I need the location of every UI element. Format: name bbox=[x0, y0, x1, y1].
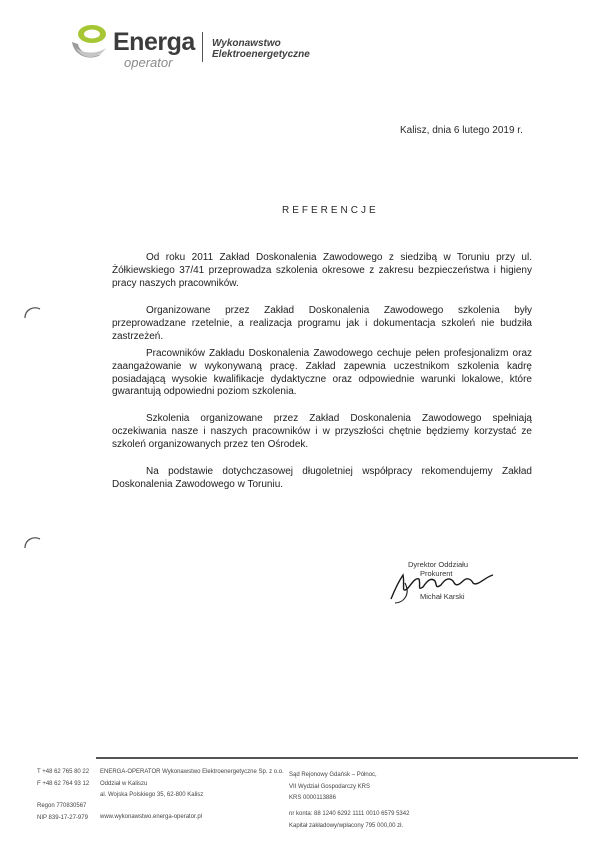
punch-hole-mark bbox=[22, 533, 42, 551]
footer-divider bbox=[96, 757, 578, 759]
logo-divider bbox=[202, 32, 203, 62]
footer-registry bbox=[289, 770, 377, 805]
logo-company-line2: Elektroenergetyczne bbox=[212, 49, 310, 60]
footer-branch: Oddział w Kaliszu bbox=[100, 780, 148, 787]
signature-title: Dyrektor Oddziału bbox=[408, 560, 469, 569]
letter-paragraph bbox=[112, 305, 532, 343]
signature-name: Michał Karski bbox=[420, 592, 465, 601]
letter-paragraph bbox=[112, 252, 532, 290]
footer-phone: T +48 62 765 80 22 bbox=[37, 769, 90, 775]
paragraph-text: Od roku 2011 Zakład Doskonalenia Zawodowego z siedzibą w Toruniu przy ul. Żółkiewskiego 37/41 przeprowadza szkolenia okresowe z zakresu bezpieczeństwa i higieny pracy naszych pracowników. bbox=[112, 252, 532, 289]
letter-paragraph bbox=[112, 413, 532, 451]
letter-paragraph bbox=[112, 348, 532, 399]
paragraph-text: Szkolenia organizowane przez Zakład Doskonalenia Zawodowego spełniają oczekiwania nasze i naszych pracowników i w przyszłości chętnie będziemy korzystać ze szkoleń organizowanych przez ten Ośrodek. bbox=[112, 413, 532, 450]
footer-company bbox=[100, 767, 284, 802]
footer-capital: Kapitał zakładowy/wpłacony 795 000,00 zł. bbox=[289, 822, 404, 829]
footer-ids bbox=[37, 801, 88, 824]
footer-company-name: ENERGA-OPERATOR Wykonawstwo Elektroenergetyczne Sp. z o.o. bbox=[100, 769, 284, 775]
footer-division: VII Wydział Gospodarczy KRS bbox=[289, 783, 370, 790]
logo-company-line1: Wykonawstwo bbox=[212, 38, 281, 49]
footer-account: nr konta: 88 1240 6292 1111 0010 6579 5342 bbox=[289, 811, 410, 817]
letter-title: REFERENCJE bbox=[282, 205, 379, 216]
logo-name: Energa bbox=[113, 28, 195, 56]
footer-website: www.wykonawstwo.energa-operator.pl bbox=[100, 814, 203, 820]
letter-paragraph bbox=[112, 466, 532, 492]
footer-court: Sąd Rejonowy Gdańsk – Północ, bbox=[289, 772, 377, 778]
paragraph-text: Na podstawie dotychczasowej długoletniej współpracy rekomendujemy Zakład Doskonalenia Zawodowego w Toruniu. bbox=[112, 466, 532, 490]
footer-krs: KRS 0000113886 bbox=[289, 795, 336, 801]
footer-contact bbox=[37, 767, 89, 790]
energa-logo-icon bbox=[68, 22, 110, 66]
footer-nip: NIP 839-17-27-979 bbox=[37, 814, 88, 821]
letter-date: Kalisz, dnia 6 lutego 2019 r. bbox=[400, 125, 523, 136]
footer-fax: F +48 62 764 93 12 bbox=[37, 780, 90, 787]
punch-hole-mark bbox=[22, 303, 42, 321]
footer-address: al. Wojska Polskiego 35, 62-800 Kalisz bbox=[100, 792, 204, 798]
logo-subtitle: operator bbox=[124, 55, 173, 70]
signature-role: Prokurent bbox=[420, 569, 453, 578]
footer-regon: Regon 770830567 bbox=[37, 803, 87, 809]
paragraph-text: Organizowane przez Zakład Doskonalenia Zawodowego szkolenia były przeprowadzane rzetelnie, a realizacja programu jak i dokumentacja szkoleń nie budziła zastrzeżeń. bbox=[112, 305, 532, 342]
footer-finance bbox=[289, 809, 409, 832]
footer-web bbox=[100, 812, 202, 824]
paragraph-text: Pracowników Zakładu Doskonalenia Zawodowego cechuje pełen profesjonalizm oraz zaangażowanie w wykonywaną pracę. Zakład zapewnia uczestnikom szkolenia kadrę posiadającą wysokie kwalifikacje dydaktyczne oraz odpowiednie warunki lokalowe, które gwarantują odpowiedni poziom szkolenia. bbox=[112, 348, 532, 398]
logo-company bbox=[212, 38, 310, 60]
